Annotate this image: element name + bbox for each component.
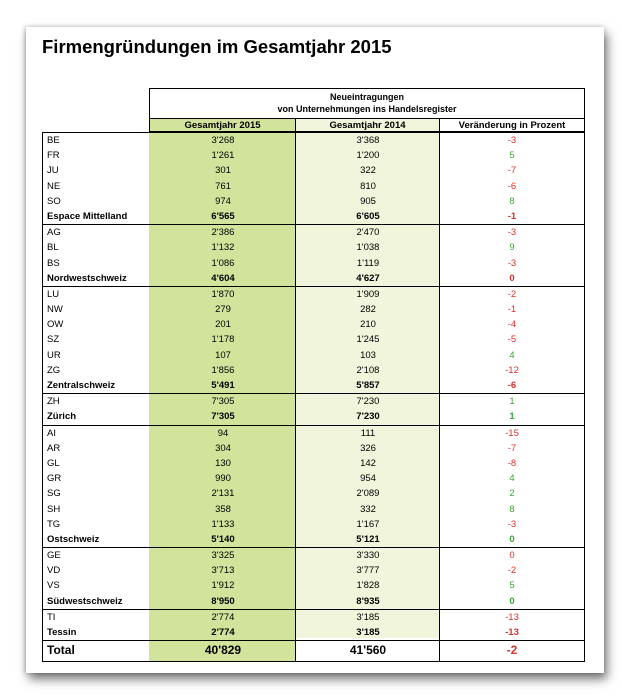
column-header-2014: Gesamtjahr 2014: [295, 118, 440, 132]
value-change: 5: [509, 580, 515, 592]
row-label: Tessin: [47, 627, 77, 638]
row-label: Zürich: [47, 411, 77, 423]
column-header-2015: Gesamtjahr 2015: [149, 118, 296, 132]
canton-row: [43, 578, 584, 593]
value-2014: 322: [360, 165, 376, 177]
canton-row: [43, 256, 584, 271]
value-2014: 810: [360, 180, 376, 192]
value-2015: 1'132: [211, 242, 235, 254]
value-change: 9: [509, 242, 515, 254]
row-label: Nordwestschweiz: [47, 272, 127, 284]
canton-row: [43, 394, 584, 409]
canton-row: [43, 517, 584, 532]
value-change: -7: [507, 442, 517, 454]
value-2014: 1'200: [356, 150, 380, 162]
value-change: -12: [505, 364, 519, 376]
value-2014: 2'470: [356, 227, 380, 239]
region-group: [43, 133, 584, 225]
value-2015: 6'565: [211, 210, 235, 222]
value-2014: 905: [360, 195, 376, 207]
value-2014: 3'368: [356, 135, 380, 146]
value-2015: 3'325: [211, 550, 235, 562]
value-2014: 8'935: [356, 595, 380, 607]
canton-row: [43, 426, 584, 441]
value-change: -2: [507, 288, 517, 300]
header-line-1: Neueintragungen: [329, 92, 404, 102]
row-label: VS: [47, 580, 60, 592]
value-2014: 1'828: [356, 580, 380, 592]
value-2015: 7'305: [211, 411, 235, 423]
value-2015: 1'261: [211, 150, 235, 162]
value-2015: 974: [215, 195, 231, 207]
value-change: 2: [509, 488, 515, 500]
value-2015: 3'268: [211, 135, 235, 146]
value-2015: 990: [215, 473, 231, 485]
region-group: [43, 610, 584, 641]
canton-row: [43, 148, 584, 163]
value-change: 1: [509, 396, 515, 408]
value-2014: 142: [360, 457, 376, 469]
row-label: FR: [47, 150, 60, 162]
row-label: AR: [47, 442, 61, 454]
canton-row: [43, 317, 584, 332]
value-change: 0: [509, 533, 515, 545]
value-2014: 7'230: [356, 411, 380, 423]
value-change: -3: [507, 518, 517, 530]
row-label: Südwestschweiz: [47, 595, 123, 607]
row-label: SG: [47, 488, 61, 500]
canton-row: [43, 548, 584, 563]
row-label: VD: [47, 565, 61, 577]
value-change: -6: [507, 380, 517, 391]
row-label: JU: [47, 165, 59, 177]
value-2015: 130: [215, 457, 231, 469]
row-label: Ostschweiz: [47, 533, 100, 545]
region-total-row: [43, 378, 584, 393]
canton-row: [43, 486, 584, 501]
region-total-row: [43, 532, 584, 547]
row-label: GL: [47, 457, 60, 469]
row-label: BL: [47, 242, 59, 254]
row-label: NW: [47, 304, 63, 316]
value-2014: 6'605: [356, 210, 380, 222]
canton-row: [43, 348, 584, 363]
canton-row: [43, 240, 584, 255]
value-2014: 210: [360, 319, 376, 331]
value-2014: 3'185: [356, 611, 380, 623]
value-2014: 1'909: [356, 288, 380, 300]
value-2014: 1'119: [356, 257, 380, 269]
value-2014: 3'330: [356, 550, 380, 562]
total-label: Total: [47, 643, 75, 657]
value-change: 4: [509, 349, 515, 361]
value-2014: 3'777: [356, 565, 380, 577]
value-2014: 282: [360, 304, 376, 316]
row-label: Espace Mittelland: [47, 210, 128, 222]
page-title: Firmengründungen im Gesamtjahr 2015: [42, 36, 392, 57]
value-2015: 1'912: [211, 580, 235, 592]
row-label: UR: [47, 349, 61, 361]
region-total-row: [43, 209, 584, 224]
value-2014: 1'245: [356, 334, 380, 346]
row-label: AI: [47, 427, 56, 439]
value-change: 1: [509, 411, 515, 423]
canton-row: [43, 502, 584, 517]
value-2015: 3'713: [211, 565, 235, 577]
value-2015: 279: [215, 304, 231, 316]
value-2015: 1'870: [211, 288, 235, 300]
value-2015: 301: [215, 165, 231, 177]
column-divider: [439, 118, 440, 662]
row-label: OW: [47, 319, 64, 331]
canton-row: [43, 179, 584, 194]
value-2015: 358: [215, 503, 231, 515]
value-2015: 2'774: [211, 627, 235, 638]
row-label: SH: [47, 503, 61, 515]
value-2014: 5'857: [356, 380, 380, 391]
value-2014: 4'627: [356, 272, 380, 284]
canton-row: [43, 225, 584, 240]
value-change: -5: [507, 334, 517, 346]
canton-row: [43, 163, 584, 178]
value-change: -3: [507, 135, 517, 146]
value-change: 0: [509, 595, 515, 607]
region-group: [43, 426, 584, 549]
row-label: ZH: [47, 396, 60, 408]
column-divider: [295, 118, 296, 662]
region-group: [43, 225, 584, 287]
row-label: SO: [47, 195, 61, 207]
total-2015: 40'829: [204, 643, 242, 657]
value-2014: 332: [360, 503, 376, 515]
row-label: BE: [47, 135, 60, 146]
row-label: Zentralschweiz: [47, 380, 116, 391]
canton-row: [43, 332, 584, 347]
canton-row: [43, 194, 584, 209]
row-label: NE: [47, 180, 61, 192]
canton-row: [43, 287, 584, 302]
value-2015: 2'131: [211, 488, 235, 500]
value-2015: 5'491: [211, 380, 235, 391]
value-2015: 761: [215, 180, 231, 192]
value-2014: 1'038: [356, 242, 380, 254]
row-label: BS: [47, 257, 60, 269]
value-2015: 107: [215, 349, 231, 361]
value-2015: 8'950: [211, 595, 235, 607]
value-change: 8: [509, 503, 515, 515]
value-change: -3: [507, 257, 517, 269]
value-2014: 3'185: [356, 627, 380, 638]
canton-row: [43, 471, 584, 486]
value-2015: 1'086: [211, 257, 235, 269]
region-total-row: [43, 594, 584, 609]
row-label: TG: [47, 518, 61, 530]
total-row: [42, 638, 585, 662]
region-group: [43, 287, 584, 394]
value-change: 0: [509, 272, 515, 284]
value-change: -1: [507, 304, 517, 316]
row-label: ZG: [47, 364, 61, 376]
value-2015: 2'386: [211, 227, 235, 239]
value-2015: 5'140: [211, 533, 235, 545]
value-change: 8: [509, 195, 515, 207]
canton-row: [43, 133, 584, 148]
value-2015: 1'856: [211, 364, 235, 376]
column-header-change: Veränderung in Prozent: [439, 118, 585, 132]
row-label: GE: [47, 550, 61, 562]
value-change: -6: [507, 180, 517, 192]
row-label: TI: [47, 611, 56, 623]
value-change: 0: [509, 550, 515, 562]
value-change: -8: [507, 457, 517, 469]
value-change: -13: [505, 611, 519, 623]
row-label: SZ: [47, 334, 60, 346]
value-2015: 7'305: [211, 396, 235, 408]
value-2014: 326: [360, 442, 376, 454]
header-line-2: von Unternehmungen ins Handelsregister: [277, 104, 457, 114]
value-2014: 2'108: [356, 364, 380, 376]
canton-row: [43, 441, 584, 456]
value-2015: 1'133: [211, 518, 235, 530]
region-group: [43, 548, 584, 610]
value-change: 4: [509, 473, 515, 485]
region-total-row: [43, 271, 584, 286]
value-2015: 94: [217, 427, 229, 439]
value-change: -3: [507, 227, 517, 239]
row-label: GR: [47, 473, 62, 485]
value-2014: 103: [360, 349, 376, 361]
total-change: -2: [506, 643, 518, 657]
value-2015: 201: [215, 319, 231, 331]
value-change: 5: [509, 150, 515, 162]
value-2014: 954: [360, 473, 376, 485]
value-change: -13: [505, 627, 519, 638]
total-2014: 41'560: [349, 643, 387, 657]
value-2014: 1'167: [356, 518, 380, 530]
value-change: -2: [507, 565, 517, 577]
value-2015: 304: [215, 442, 231, 454]
canton-row: [43, 456, 584, 471]
canton-row: [43, 563, 584, 578]
value-change: -1: [507, 210, 517, 222]
value-2014: 2'089: [356, 488, 380, 500]
value-change: -4: [507, 319, 517, 331]
canton-row: [43, 302, 584, 317]
canton-row: [43, 363, 584, 378]
row-label: LU: [47, 288, 60, 300]
canton-row: [43, 610, 584, 625]
value-2014: 111: [360, 427, 376, 439]
value-2014: 5'121: [356, 533, 380, 545]
value-change: -7: [507, 165, 517, 177]
value-change: -15: [505, 427, 519, 439]
region-total-row: [43, 409, 584, 424]
data-table: [42, 132, 585, 641]
value-2015: 1'178: [211, 334, 235, 346]
value-2015: 2'774: [211, 611, 235, 623]
value-2014: 7'230: [356, 396, 380, 408]
region-group: [43, 394, 584, 425]
row-label: AG: [47, 227, 61, 239]
value-2015: 4'604: [211, 272, 235, 284]
